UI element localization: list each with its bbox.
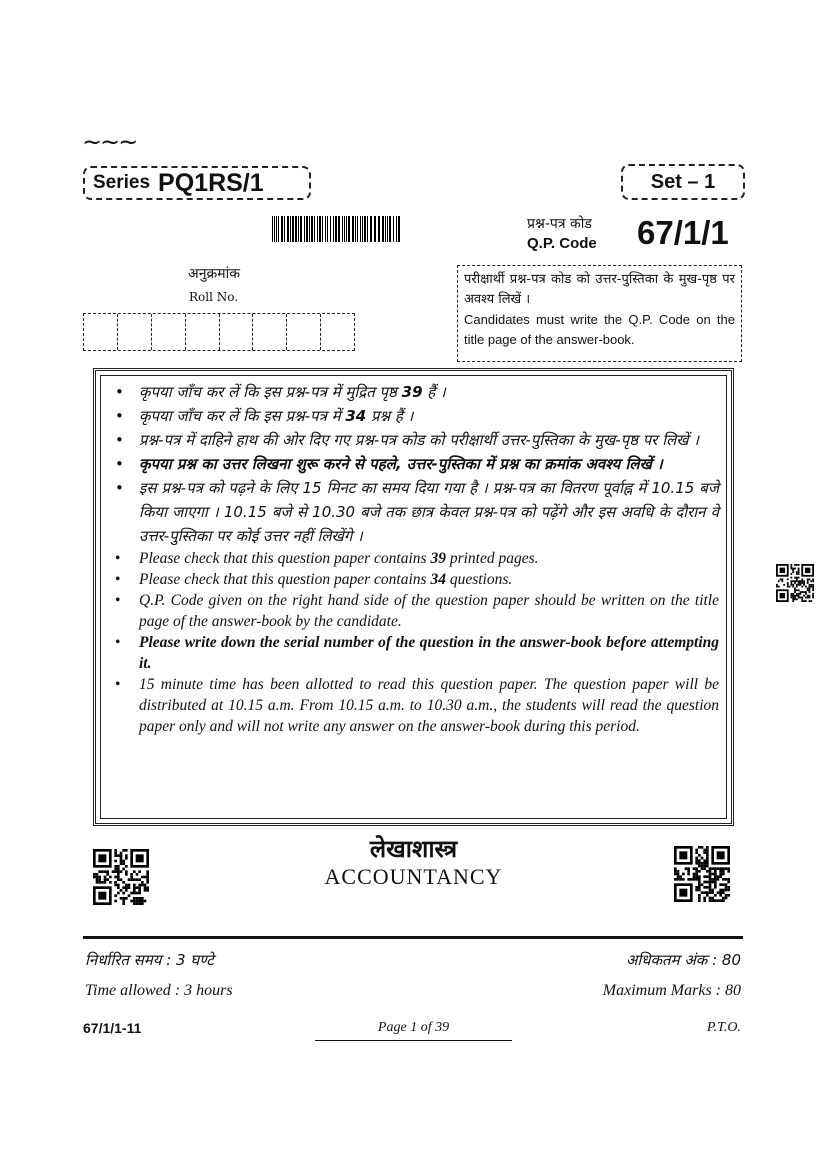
qp-code-value: 67/1/1 [637, 214, 729, 251]
roll-digit-box [287, 314, 321, 350]
qp-code-label-en: Q.P. Code [527, 235, 597, 252]
instruction-item: • प्रश्न-पत्र में दाहिने हाथ की ओर दिए गए प्रश्न-पत्र कोड को परीक्षार्थी उत्तर-पुस्तिका के मुख-पृष्ठ पर लिखें । [113, 428, 719, 452]
roll-digit-box [152, 314, 186, 350]
candidate-note-hi: परीक्षार्थी प्रश्न-पत्र कोड को उत्तर-पुस्तिका के मुख-पृष्ठ पर अवश्य लिखें । [464, 272, 735, 307]
pto-label: P.T.O. [706, 1020, 741, 1035]
footer-code: 67/1/1-11 [83, 1020, 142, 1036]
instruction-item: • इस प्रश्न-पत्र को पढ़ने के लिए 15 मिनट का समय दिया गया है । प्रश्न-पत्र का वितरण पूर्वाह्न में 10.15 बजे किया जाएगा । 10.15 बजे से 10.30 बजे तक छात्र केवल प्रश्न-पत्र को पढ़ेंगे और इस अवधि के दौरान वे उत्तर-पुस्तिका पर कोई उत्तर नहीं लिखेंगे । [113, 476, 719, 548]
barcode-icon [272, 216, 432, 242]
qr-code-icon [776, 564, 814, 602]
set-label: Set – 1 [650, 170, 716, 193]
instruction-item: • कृपया जाँच कर लें कि इस प्रश्न-पत्र में मुद्रित पृष्ठ 39 हैं । [113, 380, 719, 404]
instruction-item: • कृपया प्रश्न का उत्तर लिखना शुरू करने से पहले, उत्तर-पुस्तिका में प्रश्न का क्रमांक अवश्य लिखें । [113, 452, 719, 476]
roll-digit-box [220, 314, 254, 350]
page-number: Page 1 of 39 [315, 1020, 512, 1041]
instruction-item: • Q.P. Code given on the right hand side of the question paper should be written on the title page of the answer-book by the candidate. [113, 590, 719, 632]
subject-title-hi: लेखाशास्त्र [369, 835, 458, 863]
series-box [83, 166, 311, 200]
instruction-item: • Please check that this question paper contains 34 questions. [113, 569, 719, 590]
roll-digit-box [253, 314, 287, 350]
max-marks-hi: अधिकतम अंक : 80 [625, 951, 741, 969]
instruction-item: • Please write down the serial number of the question in the answer-book before attempting it. [113, 632, 719, 674]
roll-digit-box [84, 314, 118, 350]
series-label: Series [93, 172, 151, 193]
divider [83, 936, 743, 939]
instruction-item: • Please check that this question paper contains 39 printed pages. [113, 548, 719, 569]
header-decoration: ~~~ [82, 128, 137, 156]
max-marks-en: Maximum Marks : 80 [602, 982, 741, 999]
qp-code-label-hi: प्रश्न-पत्र कोड [527, 216, 592, 232]
subject-title-en: ACCOUNTANCY [324, 864, 503, 889]
series-value: PQ1RS/1 [158, 168, 264, 197]
instruction-item: • 15 minute time has been allotted to read this question paper. The question paper will be distributed at 10.15 a.m. From 10.15 a.m. to 10.30 a.m., the students will read the question paper only and will not write any answer on the answer-book during this period. [113, 674, 719, 737]
roll-label-en: Roll No. [189, 290, 239, 304]
roll-digit-box [118, 314, 152, 350]
roll-digit-box [186, 314, 220, 350]
roll-label-hi: अनुक्रमांक [188, 266, 240, 282]
instruction-item: • कृपया जाँच कर लें कि इस प्रश्न-पत्र में 34 प्रश्न हैं । [113, 404, 719, 428]
candidate-note [457, 265, 742, 362]
set-box [621, 164, 745, 200]
time-allowed-en: Time allowed : 3 hours [85, 982, 233, 999]
instructions-list [113, 380, 719, 737]
time-allowed-hi: निर्धारित समय : 3 घण्टे [85, 951, 214, 969]
candidate-note-en: Candidates must write the Q.P. Code on the title page of the answer-book. [464, 312, 735, 347]
roll-number-boxes [83, 313, 355, 351]
roll-digit-box [321, 314, 354, 350]
